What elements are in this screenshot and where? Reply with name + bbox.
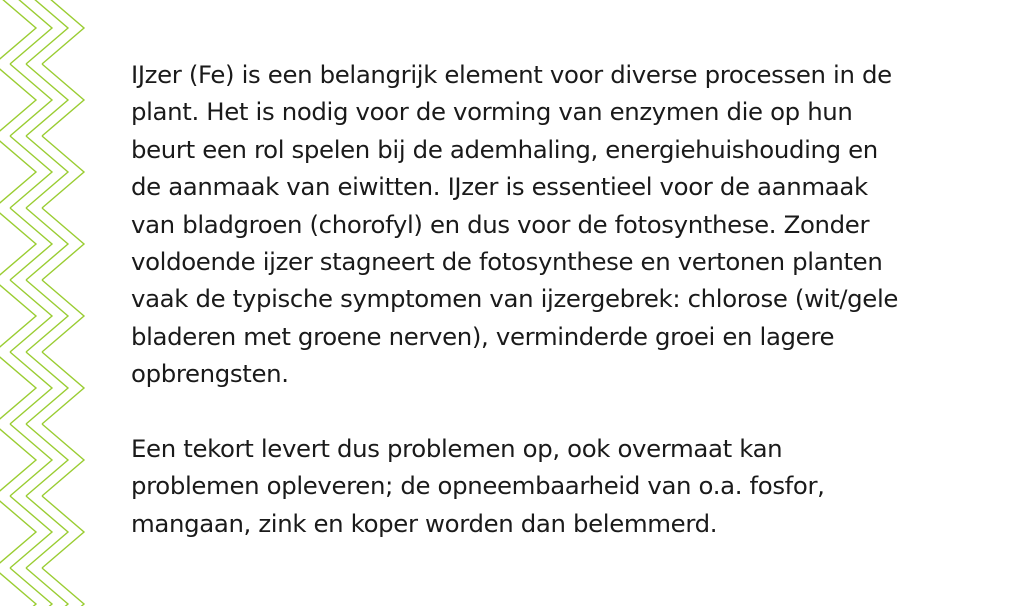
paragraph-iron-role bbox=[131, 56, 991, 393]
paragraph-iron-excess bbox=[131, 430, 991, 542]
text-line: van bladgroen (chorofyl) en dus voor de fotosynthese. Zonder bbox=[131, 209, 870, 239]
text-line: problemen opleveren; de opneembaarheid van o.a. fosfor, bbox=[131, 471, 825, 501]
text-line: plant. Het is nodig voor de vorming van enzymen die op hun bbox=[131, 97, 853, 127]
body-text bbox=[131, 56, 991, 542]
text-line: mangaan, zink en koper worden dan belemmerd. bbox=[131, 508, 718, 538]
text-line: voldoende ijzer stagneert de fotosynthese en vertonen planten bbox=[131, 247, 883, 277]
text-line: bladeren met groene nerven), verminderde groei en lagere bbox=[131, 321, 835, 351]
text-line: de aanmaak van eiwitten. IJzer is essentieel voor de aanmaak bbox=[131, 172, 868, 202]
text-line: vaak de typische symptomen van ijzergebrek: chlorose (wit/gele bbox=[131, 284, 899, 314]
text-line: opbrengsten. bbox=[131, 359, 289, 389]
chevron-stripe-icon bbox=[0, 0, 95, 606]
text-line: IJzer (Fe) is een belangrijk element voor diverse processen in de bbox=[131, 60, 892, 89]
text-line: Een tekort levert dus problemen op, ook overmaat kan bbox=[131, 434, 783, 464]
text-line: beurt een rol spelen bij de ademhaling, energiehuishouding en bbox=[131, 134, 878, 164]
